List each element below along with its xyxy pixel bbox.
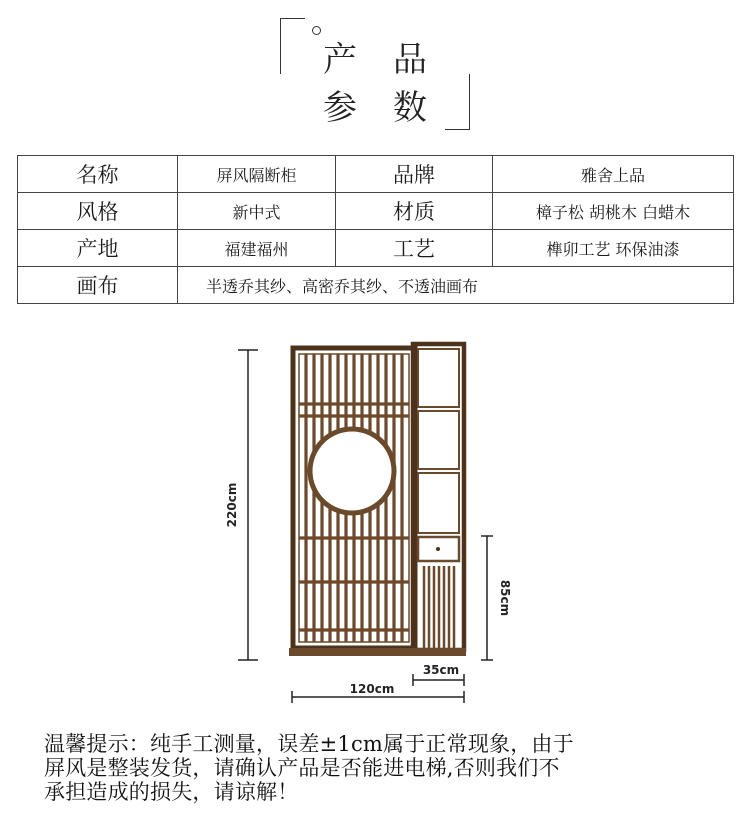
height-dimension: [238, 350, 258, 660]
cabinet-shelf: [418, 473, 459, 533]
param-value: 屏风隔断柜: [178, 156, 336, 193]
param-label: 工艺: [336, 230, 493, 267]
cabinet-height-dimension: [481, 536, 493, 660]
param-label: 材质: [336, 193, 493, 230]
cabinet-slats: [424, 566, 454, 648]
param-value: 榫卯工艺 环保油漆: [493, 230, 734, 267]
width-cabinet-label: 35cm: [422, 663, 460, 677]
parameter-table: [17, 155, 734, 304]
notice-line: 温馨提示：纯手工测量，误差±1cm属于正常现象，由于: [44, 732, 574, 756]
param-value: 樟子松 胡桃木 白蜡木: [493, 193, 734, 230]
width-total-label: 120cm: [349, 682, 395, 696]
product-drawing: [0, 330, 750, 710]
title-line-2: 参数: [323, 88, 463, 128]
param-label: 品牌: [336, 156, 493, 193]
title-line-1: 产品: [323, 40, 463, 80]
screen-panel: [293, 348, 415, 648]
table-row: [18, 267, 734, 304]
cabinet-shelf: [418, 411, 459, 469]
drawer-knob: [436, 547, 440, 551]
title-block: [270, 18, 480, 130]
height-total-label: 220cm: [225, 482, 239, 528]
side-cabinet: [413, 344, 464, 650]
height-cabinet-label: 85cm: [498, 579, 512, 617]
param-value: 半透乔其纱、高密乔其纱、不透油画布: [178, 267, 734, 304]
param-label: 风格: [18, 193, 178, 230]
param-label: 名称: [18, 156, 178, 193]
notice-line: 屏风是整装发货，请确认产品是否能进电梯,否则我们不: [44, 756, 560, 780]
param-value: 福建福州: [178, 230, 336, 267]
cabinet-shelf: [418, 349, 459, 407]
moon-window: [310, 429, 394, 513]
notice-text: [44, 732, 734, 804]
param-label: 画布: [18, 267, 178, 304]
table-row: [18, 193, 734, 230]
param-value: 新中式: [178, 193, 336, 230]
table-row: [18, 230, 734, 267]
table-row: [18, 156, 734, 193]
param-label: 产地: [18, 230, 178, 267]
notice-line: 承担造成的损失，请谅解！: [44, 780, 299, 804]
base-plinth: [289, 648, 466, 656]
param-value: 雅舍上品: [493, 156, 734, 193]
